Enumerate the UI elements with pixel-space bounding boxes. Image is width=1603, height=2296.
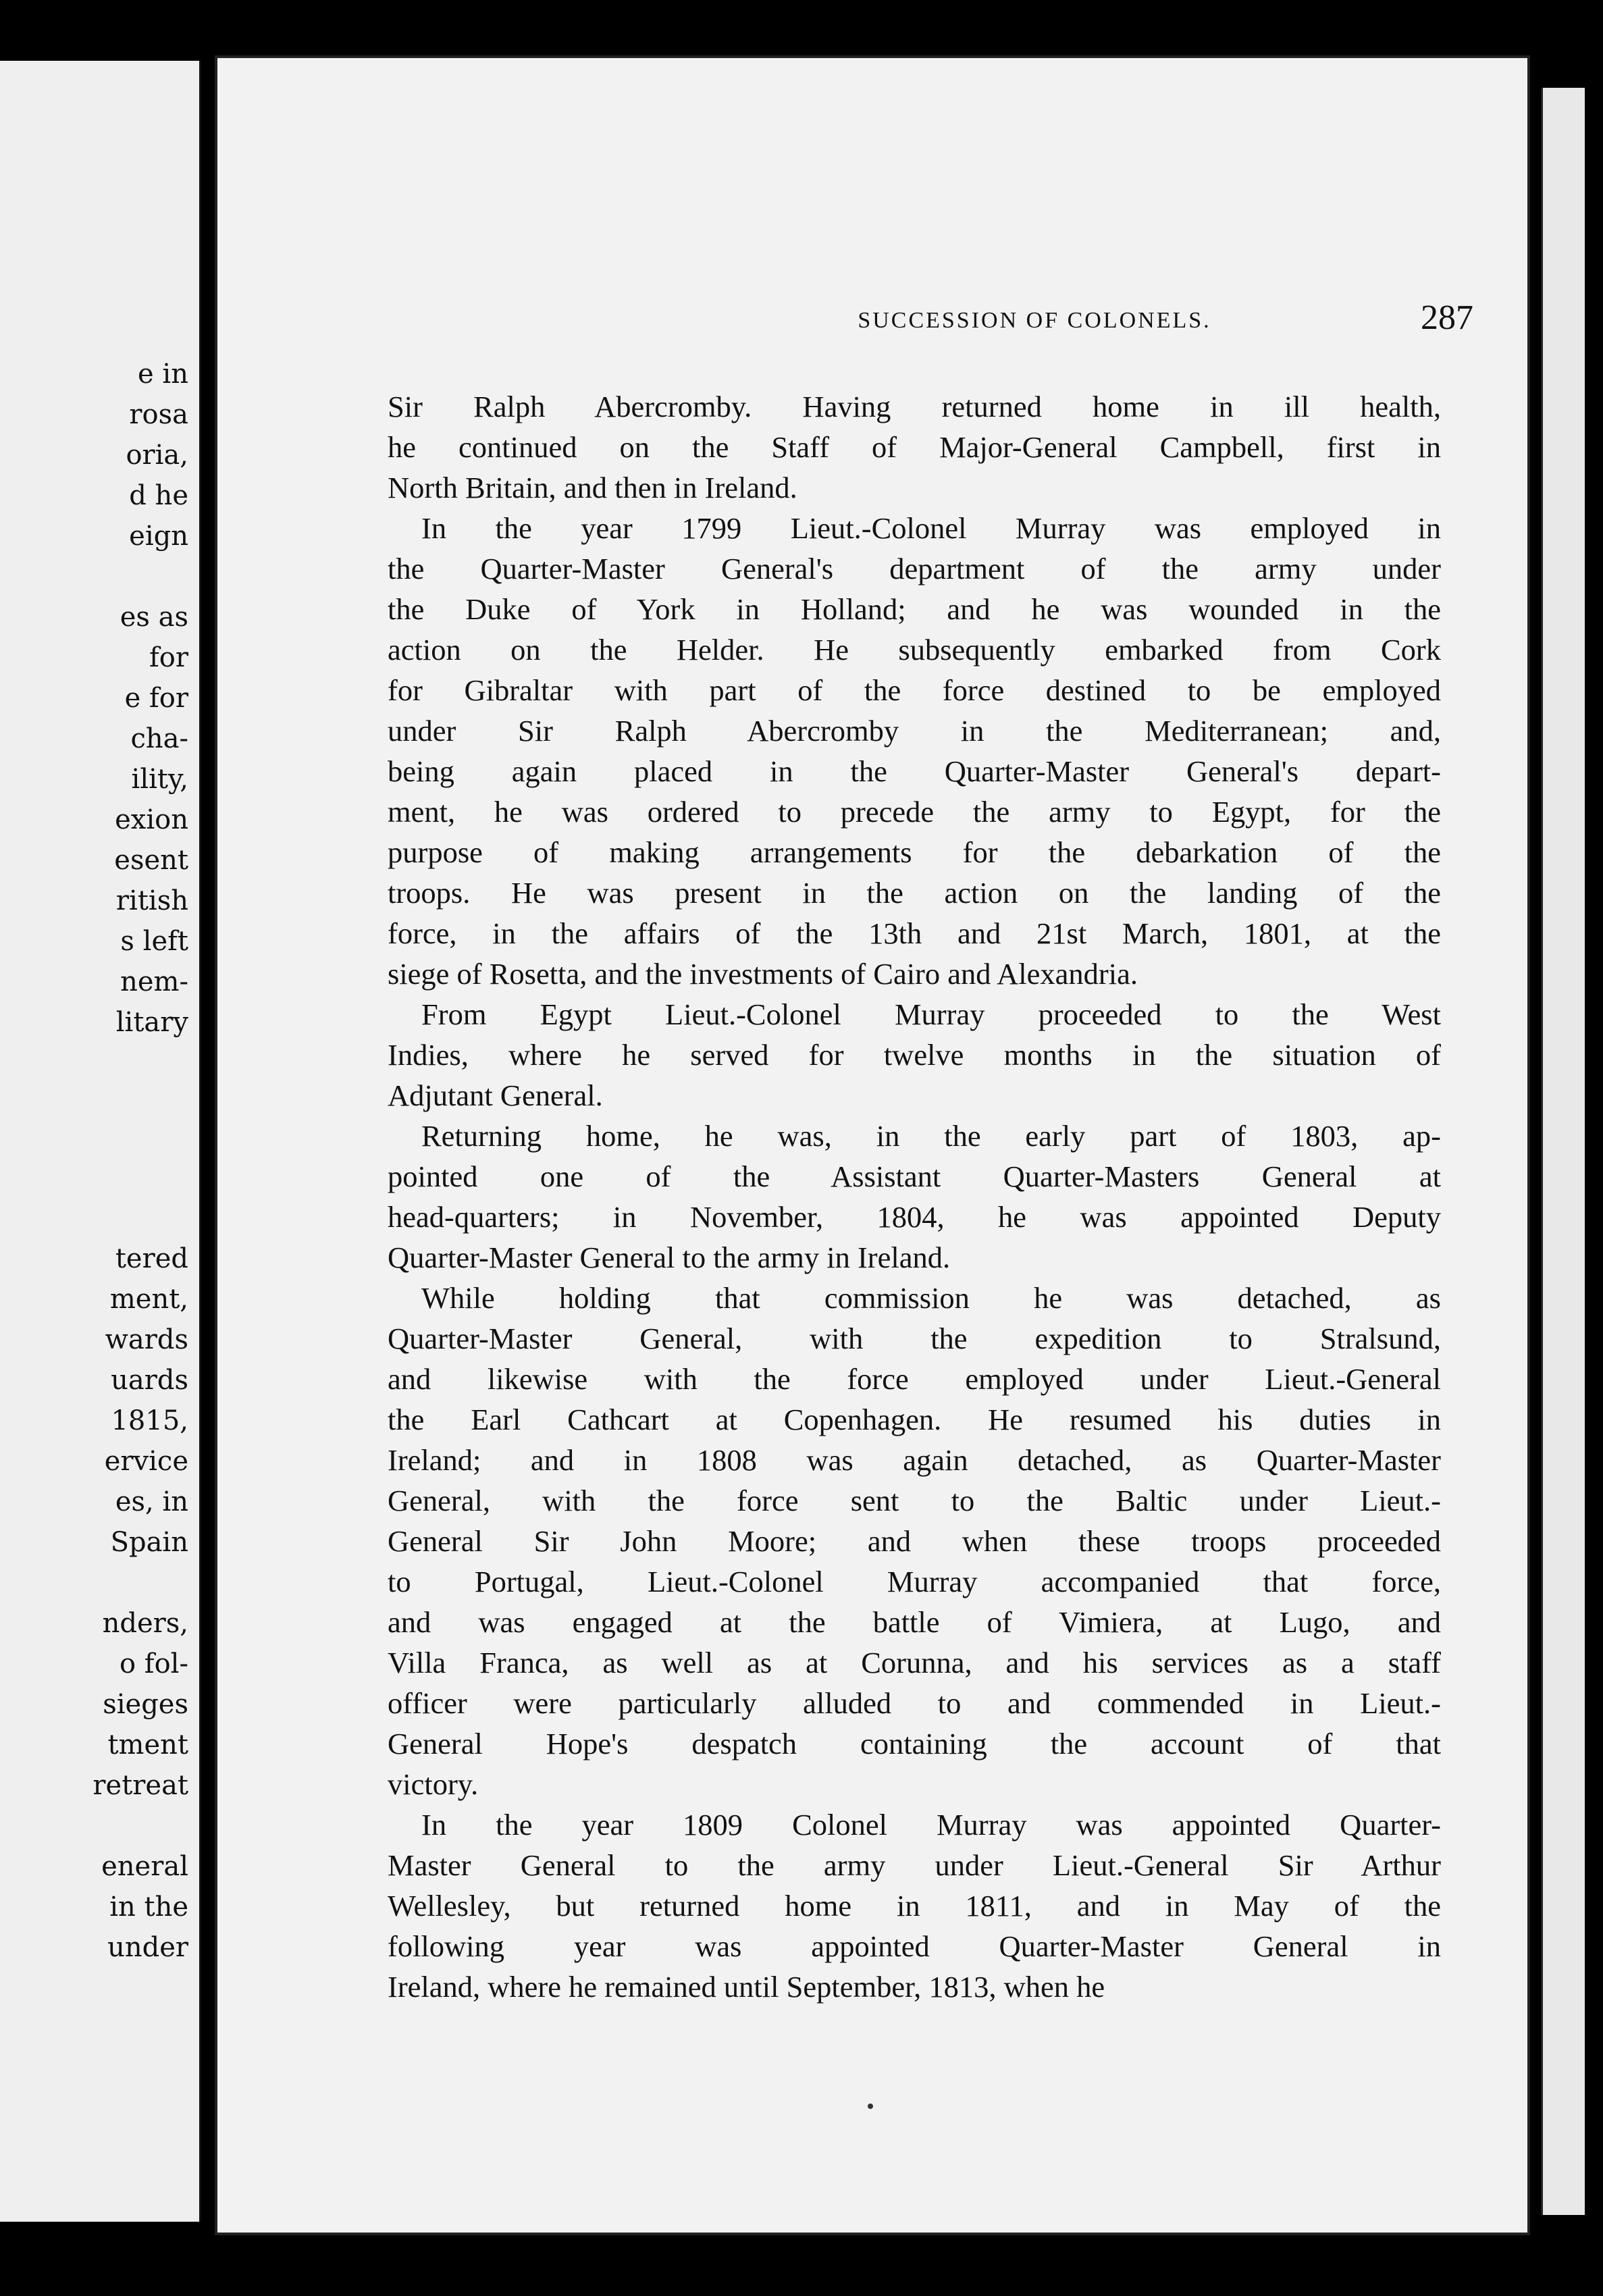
text-line: General Sir John Moore; and when these troops proceeded [388, 1524, 1441, 1558]
paragraph [388, 386, 1441, 508]
left-page-line: in the [109, 1891, 188, 1923]
book-page [215, 55, 1530, 2235]
text-line: Quarter-Master General, with the expedition to Stralsund, [388, 1322, 1441, 1355]
ink-speck [868, 2104, 873, 2109]
text-line: Sir Ralph Abercromby. Having returned home in ill health, [388, 390, 1441, 423]
left-page-fragment [0, 61, 201, 2222]
text-line: following year was appointed Quarter-Master General in [388, 1929, 1441, 1963]
left-page-line: ment, [109, 1284, 188, 1315]
text-line: purpose of making arrangements for the debarkation of the [388, 835, 1441, 869]
left-page-line: for [149, 642, 188, 673]
left-page-line: eign [129, 521, 188, 552]
page-body [388, 386, 1441, 2007]
paragraph [388, 508, 1441, 994]
text-line: victory. [388, 1767, 479, 1801]
left-page-line: 1815, [111, 1405, 188, 1436]
text-line: under Sir Ralph Abercromby in the Mediterranean; and, [388, 714, 1441, 748]
text-line: In the year 1809 Colonel Murray was appointed Quarter- [421, 1808, 1441, 1842]
text-line: and likewise with the force employed under Lieut.-General [388, 1362, 1441, 1396]
running-head: SUCCESSION OF COLONELS. [858, 308, 1211, 333]
text-line: siege of Rosetta, and the investments of Cairo and Alexandria. [388, 957, 1138, 991]
left-page-line: s left [120, 926, 188, 957]
left-page-line: d he [129, 480, 188, 511]
text-line: officer were particularly alluded to and commended in Lieut.- [388, 1686, 1441, 1720]
text-line: troops. He was present in the action on the landing of the [388, 876, 1441, 910]
left-page-line: es as [120, 602, 188, 633]
left-page-line: e in [138, 359, 188, 390]
text-line: the Quarter-Master General's department of the army under [388, 552, 1441, 585]
left-page-line: litary [115, 1007, 188, 1038]
left-page-line: retreat [93, 1770, 188, 1801]
left-page-line: sieges [103, 1689, 188, 1720]
page-number: 287 [1421, 298, 1473, 337]
left-page-line: e for [124, 683, 188, 714]
text-line: Quarter-Master General to the army in Ireland. [388, 1241, 951, 1274]
text-line: Villa Franca, as well as at Corunna, and his services as a staff [388, 1646, 1441, 1679]
text-line: the Duke of York in Holland; and he was wounded in the [388, 592, 1441, 626]
left-page-line: o fol- [120, 1648, 188, 1679]
next-page-edge [1541, 88, 1585, 2215]
left-page-line: esent [114, 845, 188, 876]
text-line: to Portugal, Lieut.-Colonel Murray accompanied that force, [388, 1565, 1441, 1598]
paragraph [388, 1116, 1441, 1278]
text-line: Master General to the army under Lieut.-General Sir Arthur [388, 1848, 1441, 1882]
left-page-line: oria, [126, 440, 188, 471]
text-line: being again placed in the Quarter-Master General's depart- [388, 754, 1441, 788]
left-page-line: uards [111, 1365, 188, 1396]
text-line: Ireland, where he remained until September, 1813, when he [388, 1970, 1105, 2004]
left-page-line: eneral [101, 1851, 188, 1882]
left-page-line: ervice [104, 1446, 188, 1477]
text-line: General Hope's despatch containing the account of that [388, 1727, 1441, 1760]
left-page-line: tment [107, 1729, 188, 1760]
text-line: In the year 1799 Lieut.-Colonel Murray was employed in [421, 511, 1441, 545]
text-line: General, with the force sent to the Baltic under Lieut.- [388, 1484, 1441, 1517]
left-page-line: Spain [110, 1527, 188, 1558]
paragraph [388, 1804, 1441, 2007]
text-line: Indies, where he served for twelve months in the situation of [388, 1038, 1441, 1072]
left-page-line: wards [105, 1324, 188, 1355]
text-line: pointed one of the Assistant Quarter-Masters General at [388, 1159, 1441, 1193]
text-line: While holding that commission he was detached, as [421, 1281, 1441, 1315]
text-line: for Gibraltar with part of the force destined to be employed [388, 673, 1441, 707]
left-page-line: cha- [130, 723, 188, 754]
left-page-line: nders, [102, 1608, 188, 1639]
left-page-line: rosa [129, 399, 188, 430]
left-page-line: tered [115, 1243, 188, 1274]
paragraph [388, 994, 1441, 1116]
text-line: and was engaged at the battle of Vimiera, at Lugo, and [388, 1605, 1441, 1639]
left-page-line: es, in [115, 1486, 188, 1517]
text-line: the Earl Cathcart at Copenhagen. He resumed his duties in [388, 1403, 1441, 1436]
left-page-line: exion [115, 804, 188, 835]
left-page-line: ility, [131, 764, 188, 795]
text-line: force, in the affairs of the 13th and 21st March, 1801, at the [388, 916, 1441, 950]
left-page-line: under [107, 1932, 188, 1963]
text-line: Returning home, he was, in the early part of 1803, ap- [421, 1119, 1441, 1153]
left-page-line: ritish [115, 885, 188, 916]
paragraph [388, 1278, 1441, 1804]
text-line: Wellesley, but returned home in 1811, and in May of the [388, 1889, 1441, 1923]
text-line: head-quarters; in November, 1804, he was appointed Deputy [388, 1200, 1441, 1234]
text-line: Ireland; and in 1808 was again detached, as Quarter-Master [388, 1443, 1441, 1477]
text-line: North Britain, and then in Ireland. [388, 471, 797, 504]
text-line: From Egypt Lieut.-Colonel Murray proceeded to the West [421, 997, 1441, 1031]
left-page-line: nem- [120, 966, 188, 997]
text-line: Adjutant General. [388, 1078, 603, 1112]
text-line: he continued on the Staff of Major-General Campbell, first in [388, 430, 1441, 464]
text-line: action on the Helder. He subsequently embarked from Cork [388, 633, 1441, 667]
text-line: ment, he was ordered to precede the army to Egypt, for the [388, 795, 1441, 829]
